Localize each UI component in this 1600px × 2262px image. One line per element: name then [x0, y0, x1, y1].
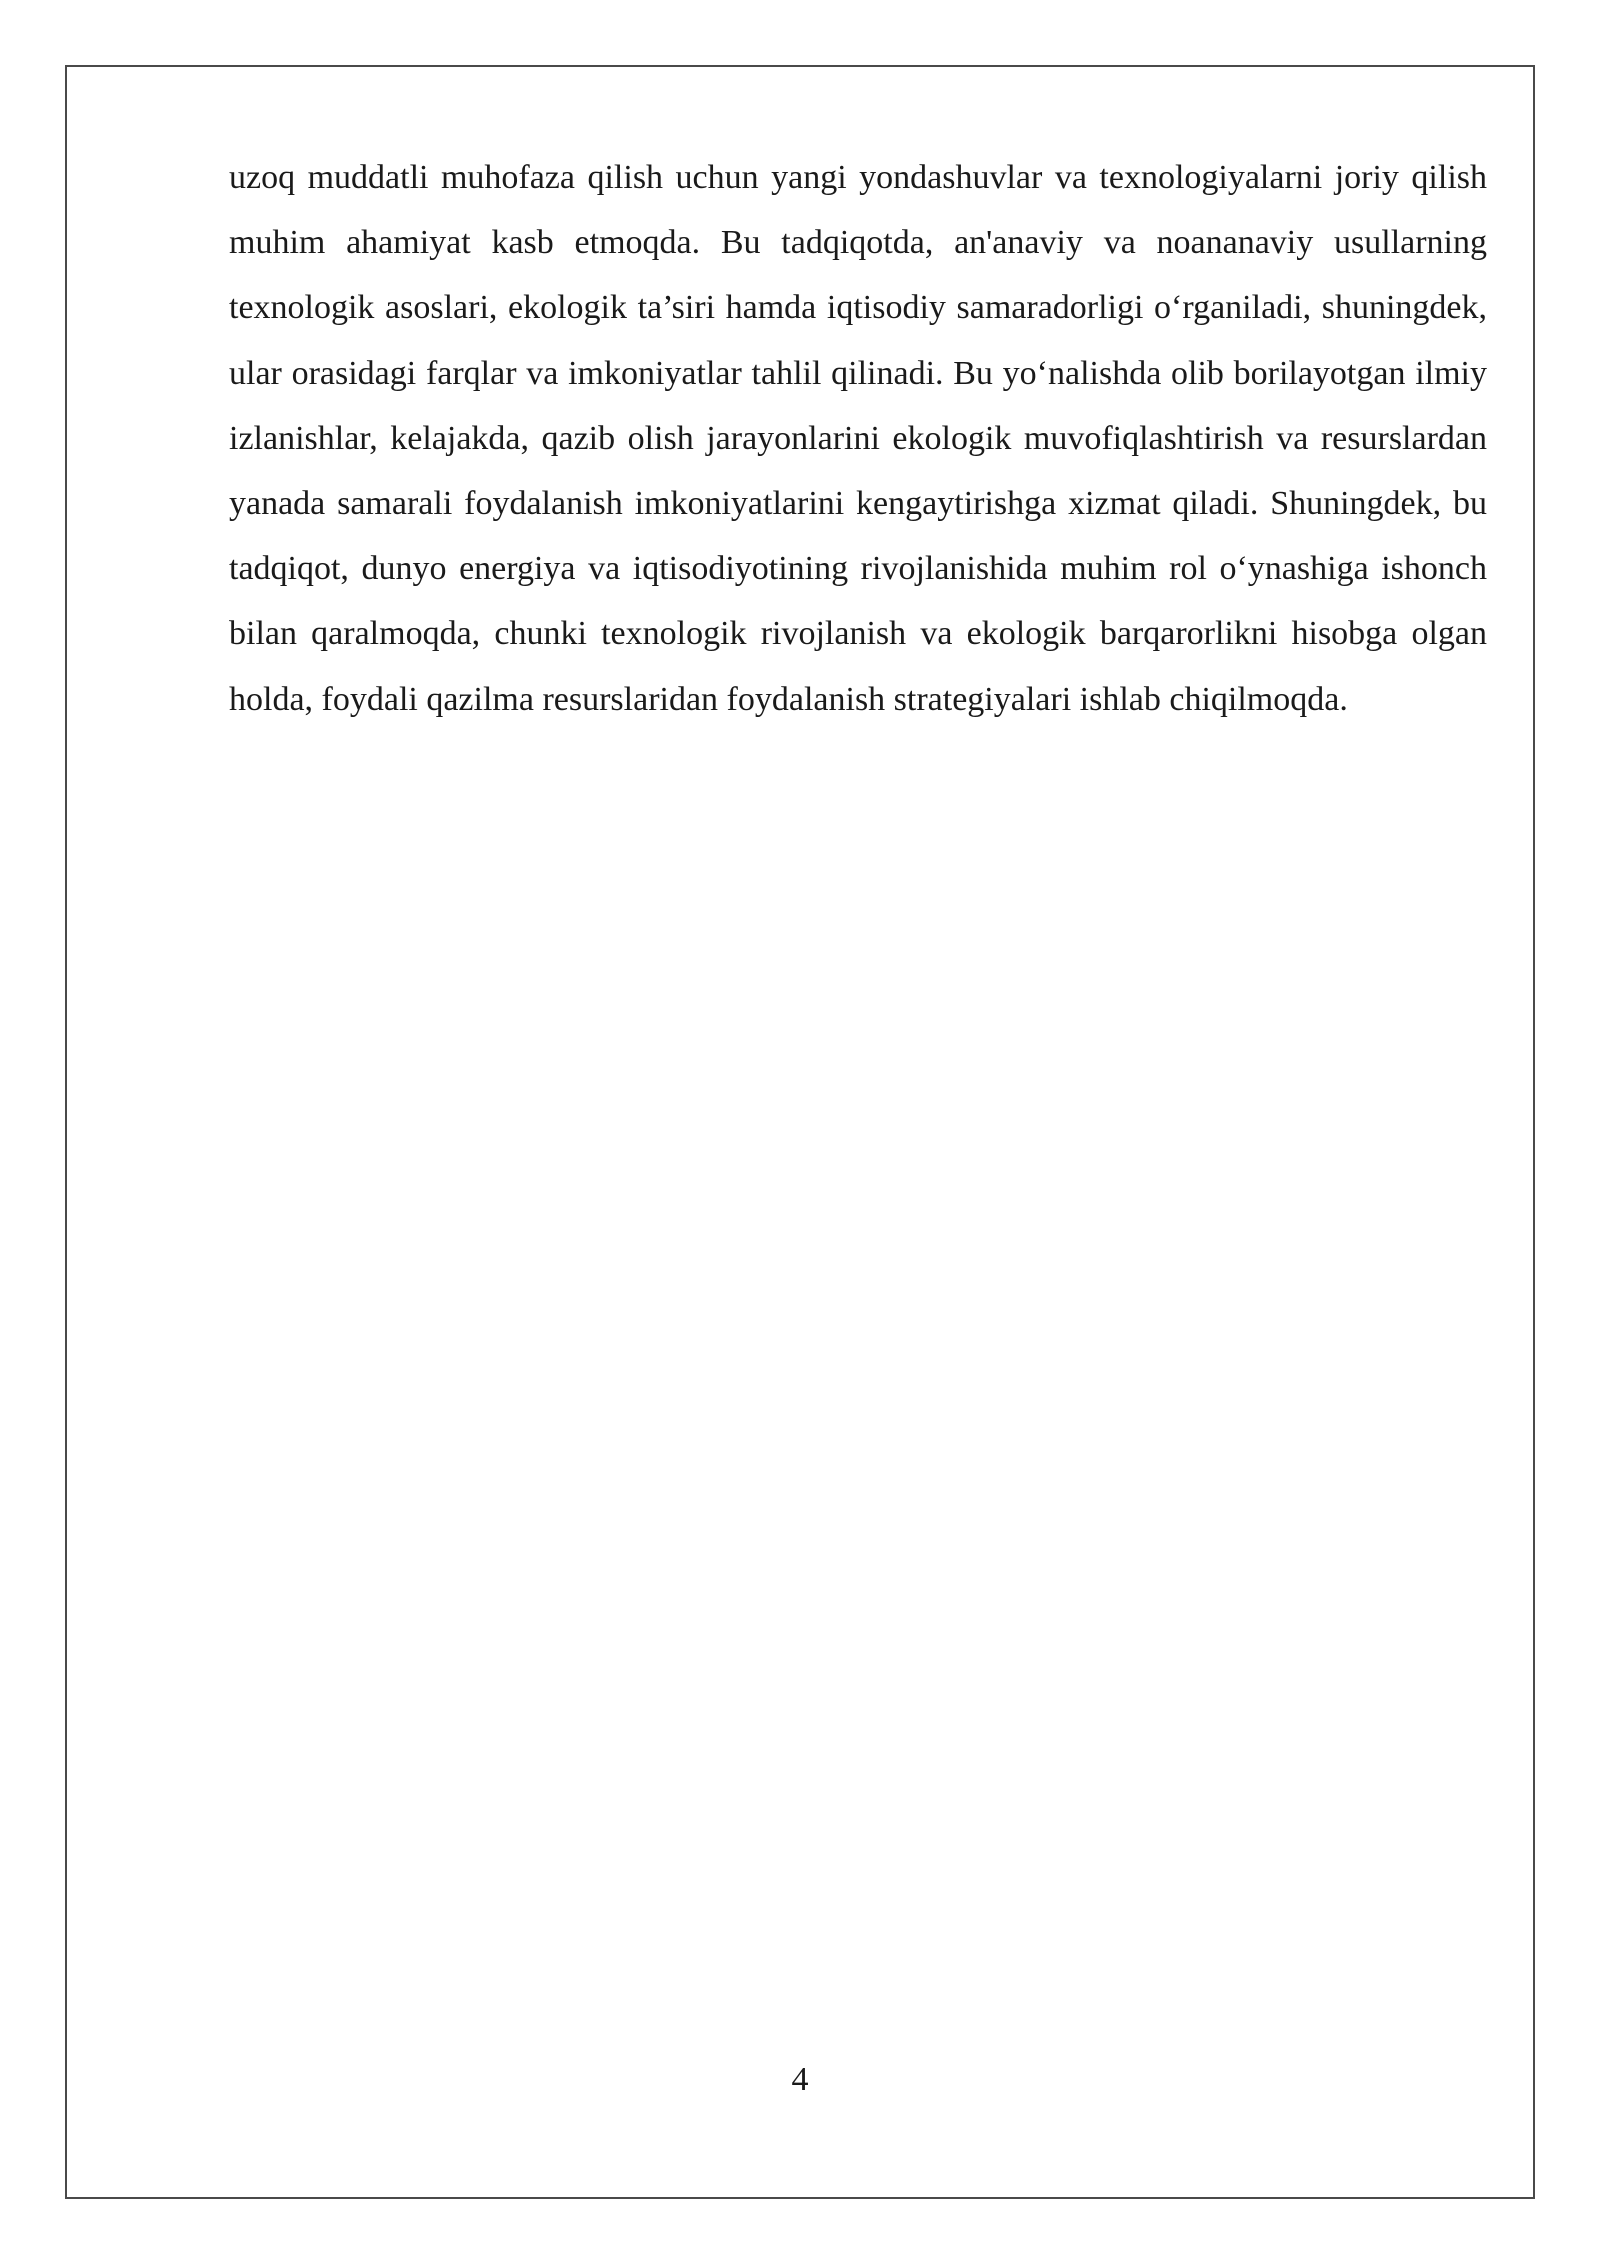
- page-number: 4: [791, 2061, 809, 2098]
- body-paragraph: uzoq muddatli muhofaza qilish uchun yangi yondashuvlar va texnologiyalarni joriy qilish muhim ahamiyat kasb etmoqda. Bu tadqiqotda, an'anaviy va noananaviy usullarning texnologik asoslari, ekologik ta’siri hamda iqtisodiy samaradorligi o‘rganiladi, shuningdek, ular orasidagi farqlar va imkoniyatlar tahlil qilinadi. Bu yo‘nalishda olib borilayotgan ilmiy izlanishlar, kelajakda, qazib olish jarayonlarini ekologik muvofiqlashtirish va resurslardan yanada samarali foydalanish imkoniyatlarini kengaytirishga xizmat qiladi. Shuningdek, bu tadqiqot, dunyo energiya va iqtisodiyotining rivojlanishida muhim rol o‘ynashiga ishonch bilan qaralmoqda, chunki texnologik rivojlanish va ekologik barqarorlikni hisobga olgan holda, foydali qazilma resurslaridan foydalanish strategiyalari ishlab chiqilmoqda.: [229, 159, 1487, 718]
